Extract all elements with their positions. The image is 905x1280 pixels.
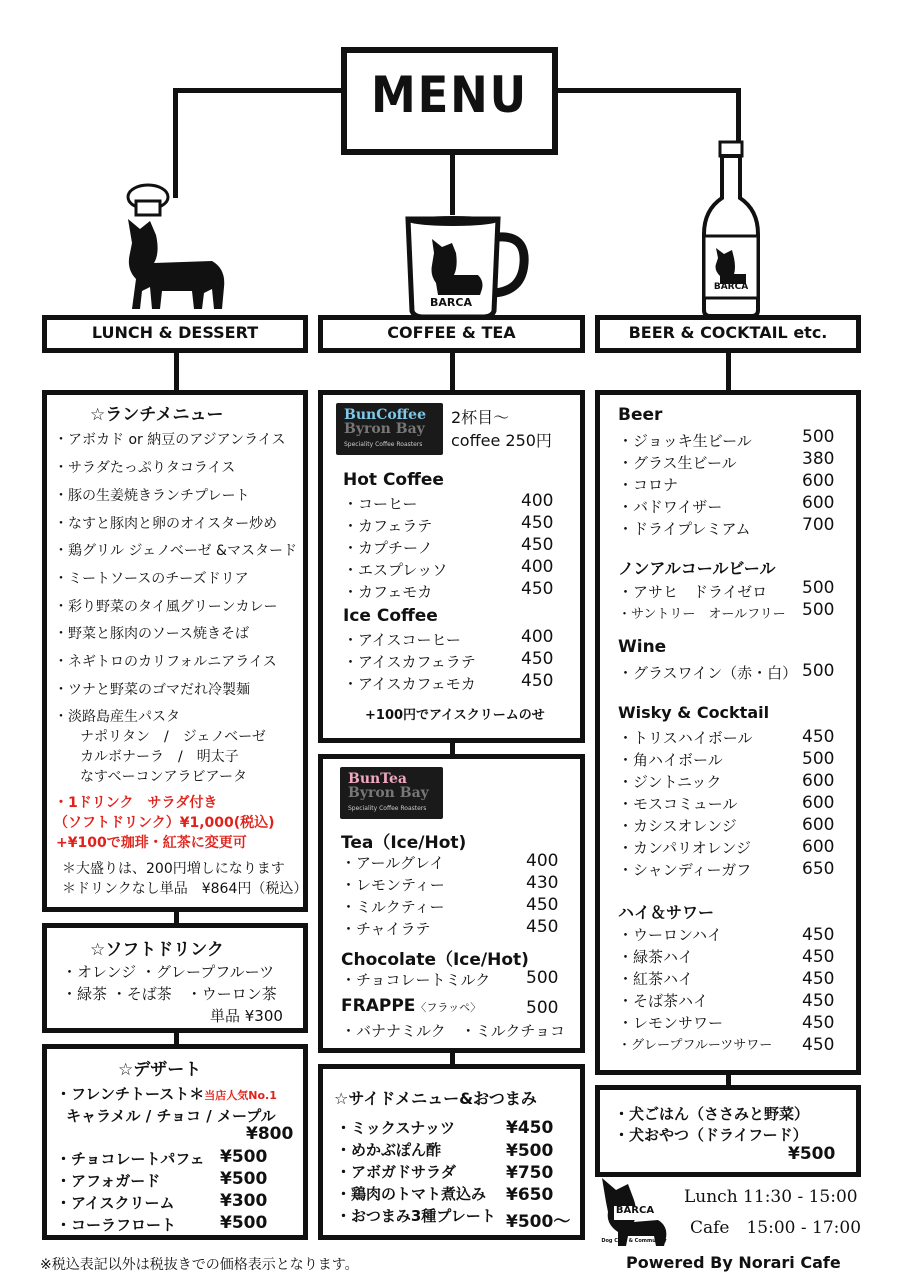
frappe-sub: 〈フラッペ〉: [415, 1001, 482, 1014]
wisky-item: ・角ハイボール: [618, 751, 723, 769]
soft-drink-line: ・オレンジ ・グレープフルーツ: [62, 963, 275, 981]
dessert-price: ¥500: [220, 1147, 268, 1167]
dessert-item: ・アイスクリーム: [56, 1194, 175, 1212]
beer-price: 600: [802, 471, 835, 491]
lunch-item: ・ツナと野菜のゴマだれ冷製麺: [54, 682, 250, 698]
refill-line: 2杯目～: [451, 408, 510, 427]
french-toast: [56, 1083, 277, 1104]
side-price: ¥500～: [506, 1212, 571, 1232]
dessert-item: ・コーラフロート: [56, 1216, 177, 1234]
tea-item: ・アールグレイ: [341, 854, 445, 872]
brand-tag: Speciality Coffee Roasters: [348, 805, 427, 812]
cafe-hours: Cafe 15:00 - 17:00: [690, 1218, 862, 1238]
lunch-title: ☆ランチメニュー: [90, 405, 224, 425]
header-lunch: LUNCH & DESSERT: [42, 315, 308, 353]
header-coffee: COFFEE & TEA: [318, 315, 585, 353]
non-alcohol-item: ・サントリー オールフリー: [618, 607, 786, 622]
wisky-title: Wisky & Cocktail: [618, 703, 770, 722]
ice-coffee-item: ・アイスコーヒー: [343, 631, 461, 649]
non-alcohol-title: ノンアルコールビール: [618, 559, 776, 578]
buntea-logo: [340, 767, 443, 819]
hot-coffee-item: ・コーヒー: [343, 495, 418, 513]
lunch-item: ・ミートソースのチーズドリア: [54, 571, 249, 587]
brand-tag: Speciality Coffee Roasters: [344, 441, 423, 448]
pasta-line: なすベーコンアラビアータ: [80, 769, 248, 785]
tea-price: 430: [526, 873, 559, 893]
beer-title: Beer: [618, 405, 663, 425]
wisky-item: ・トリスハイボール: [618, 729, 753, 747]
ice-coffee-title: Ice Coffee: [343, 606, 438, 626]
barca-logo-sub: Dog Cafe & Community: [601, 1238, 667, 1244]
non-alcohol-price: 500: [802, 578, 835, 598]
beer-item: ・ジョッキ生ビール: [618, 432, 752, 450]
dessert-price: ¥500: [220, 1169, 268, 1189]
pasta-line: カルボナーラ / 明太子: [80, 749, 239, 765]
wisky-item: ・シャンディーガフ: [618, 861, 752, 879]
beer-item: ・グラス生ビール: [618, 454, 737, 472]
side-price: ¥500: [506, 1141, 554, 1161]
wine-price: 500: [802, 661, 835, 681]
beer-item: ・バドワイザー: [618, 498, 723, 516]
hot-coffee-price: 450: [521, 535, 554, 555]
side-menu-title: ☆サイドメニュー&おつまみ: [334, 1089, 537, 1108]
mug-label: BARCA: [430, 296, 472, 309]
highball-price: 450: [802, 947, 835, 967]
dessert-item: ・アフォガード: [56, 1172, 161, 1190]
highball-item: ・そば茶ハイ: [618, 992, 709, 1010]
beer-item: ・コロナ: [618, 476, 679, 494]
lunch-item: ・鶏グリル ジェノベーゼ &マスタード: [54, 543, 297, 559]
hot-coffee-price: 450: [521, 579, 554, 599]
side-price: ¥450: [506, 1118, 554, 1138]
tea-price: 450: [526, 895, 559, 915]
menu-title: MENU: [371, 66, 528, 124]
chocolate-price: 500: [526, 968, 559, 988]
hot-coffee-item: ・カフェモカ: [343, 583, 433, 601]
popular-badge: 当店人気No.1: [204, 1089, 277, 1102]
tea-item: ・レモンティー: [341, 876, 445, 894]
hot-coffee-title: Hot Coffee: [343, 470, 444, 490]
hot-coffee-price: 400: [521, 491, 554, 511]
lunch-note: ＊大盛りは、200円増しになります: [62, 861, 285, 877]
highball-price: 450: [802, 1013, 835, 1033]
wisky-item: ・カンパリオレンジ: [618, 839, 752, 857]
side-item: ・鶏肉のトマト煮込み: [336, 1185, 487, 1203]
highball-price: 450: [802, 925, 835, 945]
dessert-price: ¥300: [220, 1191, 268, 1211]
tea-item: ・ミルクティー: [341, 898, 445, 916]
side-item: ・めかぶぽん酢: [336, 1141, 442, 1159]
lunch-note: ＊ドリンクなし単品 ¥864円（税込）: [62, 881, 308, 897]
wisky-price: 650: [802, 859, 835, 879]
tea-item: ・チャイラテ: [341, 920, 431, 938]
wisky-item: ・ジントニック: [618, 773, 722, 791]
lunch-item: ・ネギトロのカリフォルニアライス: [54, 654, 277, 670]
dog-food-line: ・犬おやつ（ドライフード）: [614, 1126, 808, 1144]
chef-bulldog-icon: [112, 183, 232, 313]
non-alcohol-item: ・アサヒ ドライゼロ: [618, 583, 768, 601]
side-price: ¥750: [506, 1163, 554, 1183]
highball-item: ・グレープフルーツサワー: [618, 1038, 773, 1053]
highball-item: ・レモンサワー: [618, 1014, 724, 1032]
beer-price: 380: [802, 449, 835, 469]
tax-note: ※税込表記以外は税抜きでの価格表示となります。: [40, 1257, 359, 1273]
lunch-set-line: （ソフトドリンク）¥1,000(税込): [54, 815, 275, 831]
french-toast-price: ¥800: [246, 1124, 294, 1144]
dessert-title: ☆デザート: [118, 1060, 202, 1080]
wisky-price: 600: [802, 771, 835, 791]
hot-coffee-price: 400: [521, 557, 554, 577]
wisky-price: 600: [802, 837, 835, 857]
dog-food-price: ¥500: [788, 1144, 836, 1164]
dessert-price: ¥500: [220, 1213, 268, 1233]
highball-item: ・紅茶ハイ: [618, 970, 694, 988]
lunch-item: ・なすと豚肉と卵のオイスター炒め: [54, 516, 278, 532]
highball-item: ・緑茶ハイ: [618, 948, 694, 966]
side-item: ・ミックスナッツ: [336, 1119, 455, 1137]
frappe-title: [341, 996, 481, 1016]
highball-title: ハイ＆サワー: [618, 903, 715, 922]
beer-price: 600: [802, 493, 835, 513]
brand-top: BunCoffee: [344, 407, 426, 423]
wisky-item: ・モスコミュール: [618, 795, 738, 813]
beer-price: 700: [802, 515, 835, 535]
lunch-set-line: +¥100で珈琲・紅茶に変更可: [56, 835, 247, 851]
highball-price: 450: [802, 991, 835, 1011]
lunch-item: ・彩り野菜のタイ風グリーンカレー: [54, 599, 278, 615]
refill-line: coffee 250円: [451, 431, 552, 450]
wisky-item: ・カシスオレンジ: [618, 817, 737, 835]
header-beer: BEER & COCKTAIL etc.: [595, 315, 861, 353]
wisky-price: 500: [802, 749, 835, 769]
frappe-price: 500: [526, 998, 559, 1018]
soft-drink-line: ・緑茶 ・そば茶 ・ウーロン茶: [62, 985, 277, 1003]
ice-coffee-item: ・アイスカフェラテ: [343, 653, 476, 671]
beer-price: 500: [802, 427, 835, 447]
brand-top: BunTea: [348, 771, 407, 787]
tea-price: 400: [526, 851, 559, 871]
lunch-item: ・アボカド or 納豆のアジアンライス: [54, 432, 286, 448]
wine-item: ・グラスワイン（赤・白）: [618, 664, 798, 682]
french-toast-label: ・フレンチトースト＊: [56, 1085, 205, 1103]
ice-coffee-price: 450: [521, 671, 554, 691]
ice-coffee-price: 450: [521, 649, 554, 669]
wine-title: Wine: [618, 637, 667, 657]
bottle-label: BARCA: [713, 282, 749, 292]
buncoffee-logo: [336, 403, 443, 455]
wisky-price: 600: [802, 815, 835, 835]
non-alcohol-price: 500: [802, 600, 835, 620]
hot-coffee-item: ・エスプレッソ: [343, 561, 448, 579]
wisky-price: 450: [802, 727, 835, 747]
side-item: ・アボガドサラダ: [336, 1163, 456, 1181]
lunch-item: ・淡路島産生パスタ: [54, 709, 180, 725]
beer-item: ・ドライプレミアム: [618, 520, 751, 538]
highball-item: ・ウーロンハイ: [618, 926, 722, 944]
dessert-item: ・チョコレートパフェ: [56, 1150, 205, 1168]
soft-drink-title: ☆ソフトドリンク: [90, 940, 224, 960]
lunch-item: ・サラダたっぷりタコライス: [54, 460, 236, 476]
ice-coffee-item: ・アイスカフェモカ: [343, 675, 476, 693]
side-item: ・おつまみ3種プレート: [336, 1207, 496, 1225]
lunch-item: ・豚の生姜焼きランチプレート: [54, 488, 250, 504]
frappe-label: FRAPPE: [341, 996, 416, 1016]
highball-price: 450: [802, 969, 835, 989]
powered-by: Powered By Norari Cafe: [626, 1253, 841, 1272]
highball-price: 450: [802, 1035, 835, 1055]
brand-bottom: Byron Bay: [348, 785, 429, 801]
ice-coffee-price: 400: [521, 627, 554, 647]
hot-coffee-item: ・カプチーノ: [343, 539, 433, 557]
tea-title: Tea（Ice/Hot): [341, 833, 467, 853]
barca-logo-text: BARCA: [615, 1205, 655, 1216]
chocolate-title: Chocolate（Ice/Hot): [341, 950, 529, 970]
lunch-set-line: ・1ドリンク サラダ付き: [54, 795, 218, 811]
french-toast-flavors: キャラメル / チョコ / メープル: [66, 1107, 276, 1125]
ice-cream-note: +100円でアイスクリームのせ: [365, 708, 545, 723]
side-price: ¥650: [506, 1185, 554, 1205]
hot-coffee-item: ・カフェラテ: [343, 517, 433, 535]
hot-coffee-price: 450: [521, 513, 554, 533]
frappe-items: ・バナナミルク ・ミルクチョコ: [341, 1022, 565, 1040]
soft-drink-price: 単品 ¥300: [210, 1007, 283, 1025]
brand-bottom: Byron Bay: [344, 421, 425, 437]
dog-food-line: ・犬ごはん（ささみと野菜）: [614, 1105, 810, 1123]
lunch-hours: Lunch 11:30 - 15:00: [684, 1187, 858, 1207]
tea-price: 450: [526, 917, 559, 937]
pasta-line: ナポリタン / ジェノベーゼ: [80, 729, 266, 745]
wisky-price: 600: [802, 793, 835, 813]
chocolate-item: ・チョコレートミルク: [341, 971, 491, 989]
lunch-item: ・野菜と豚肉のソース焼きそば: [54, 626, 250, 642]
